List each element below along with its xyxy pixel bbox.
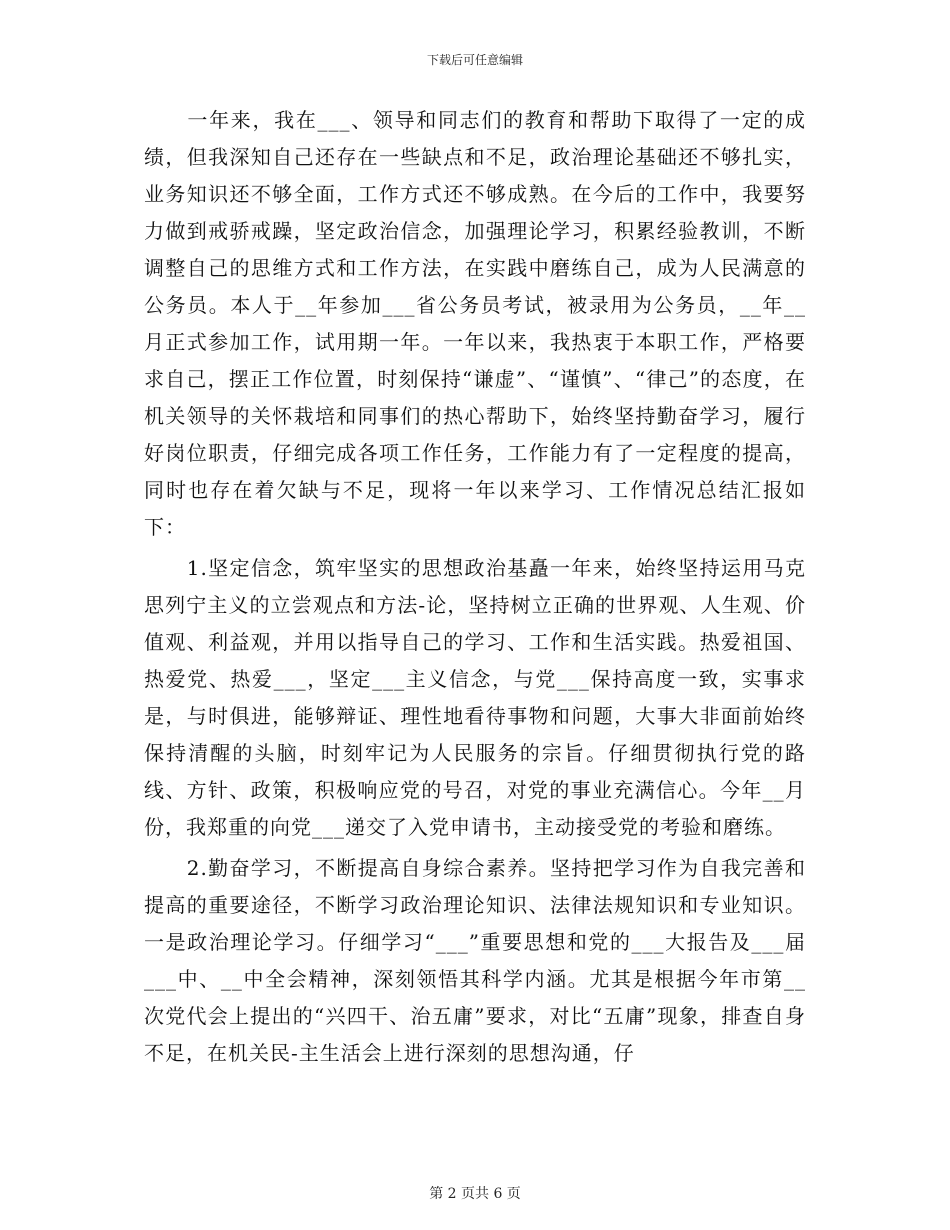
paragraph-intro: 一年来，我在___、领导和同志们的教育和帮助下取得了一定的成绩，但我深知自己还存在一些缺点和不足，政治理论基础还不够扎实，业务知识还不够全面，工作方式还不够成熟。在今后的工作中，我要努力做到戒骄戒躁，坚定政治信念，加强理论学习，积累经验教训，不断调整自己的思维方式和工作方法，在实践中磨练自己，成为人民满意的公务员。本人于__年参加___省公务员考试，被录用为公务员，__年__月正式参加工作，试用期一年。一年以来，我热衷于本职工作，严格要求自己，摆正工作位置，时刻保持“谦虚”、“谨慎”、“律己”的态度，在机关领导的关怀栽培和同事们的热心帮助下，始终坚持勤奋学习，履行好岗位职责，仔细完成各项工作任务，工作能力有了一定程度的提高，同时也存在着欠缺与不足，现将一年以来学习、工作情况总结汇报如下： bbox=[144, 108, 806, 539]
page-number-footer: 第 2 页共 6 页 bbox=[429, 1186, 521, 1202]
paragraph-section-1: 1.坚定信念，筑牢坚实的思想政治基矗一年来，始终坚持运用马克思列宁主义的立尝观点和方法-论，坚持树立正确的世界观、人生观、价值观、利益观，并用以指导自己的学习、工作和生活实践。热爱祖国、热爱党、热爱___，坚定___主义信念，与党___保持高度一致，实事求是，与时俱进，能够辩证、理性地看待事物和问题，大事大非面前始终保持清醒的头脑，时刻牢记为人民服务的宗旨。仔细贯彻执行党的路线、方针、政策，积极响应党的号召，对党的事业充满信心。今年__月份，我郑重的向党___递交了入党申请书，主动接受党的考验和磨练。 bbox=[144, 556, 806, 839]
page-header: 下载后可任意编辑 bbox=[426, 53, 523, 67]
document-body bbox=[144, 102, 806, 1076]
paragraph-section-2: 2.勤奋学习，不断提高自身综合素养。坚持把学习作为自我完善和提高的重要途径，不断学习政治理论知识、法律法规知识和专业知识。一是政治理论学习。仔细学习“___”重要思想和党的___大报告及___届___中、__中全会精神，深刻领悟其科学内涵。尤其是根据今年市第__次党代会上提出的“兴四干、治五庸”要求，对比“五庸”现象，排查自身不足，在机关民-主生活会上进行深刻的思想沟通，仔 bbox=[144, 856, 806, 1065]
